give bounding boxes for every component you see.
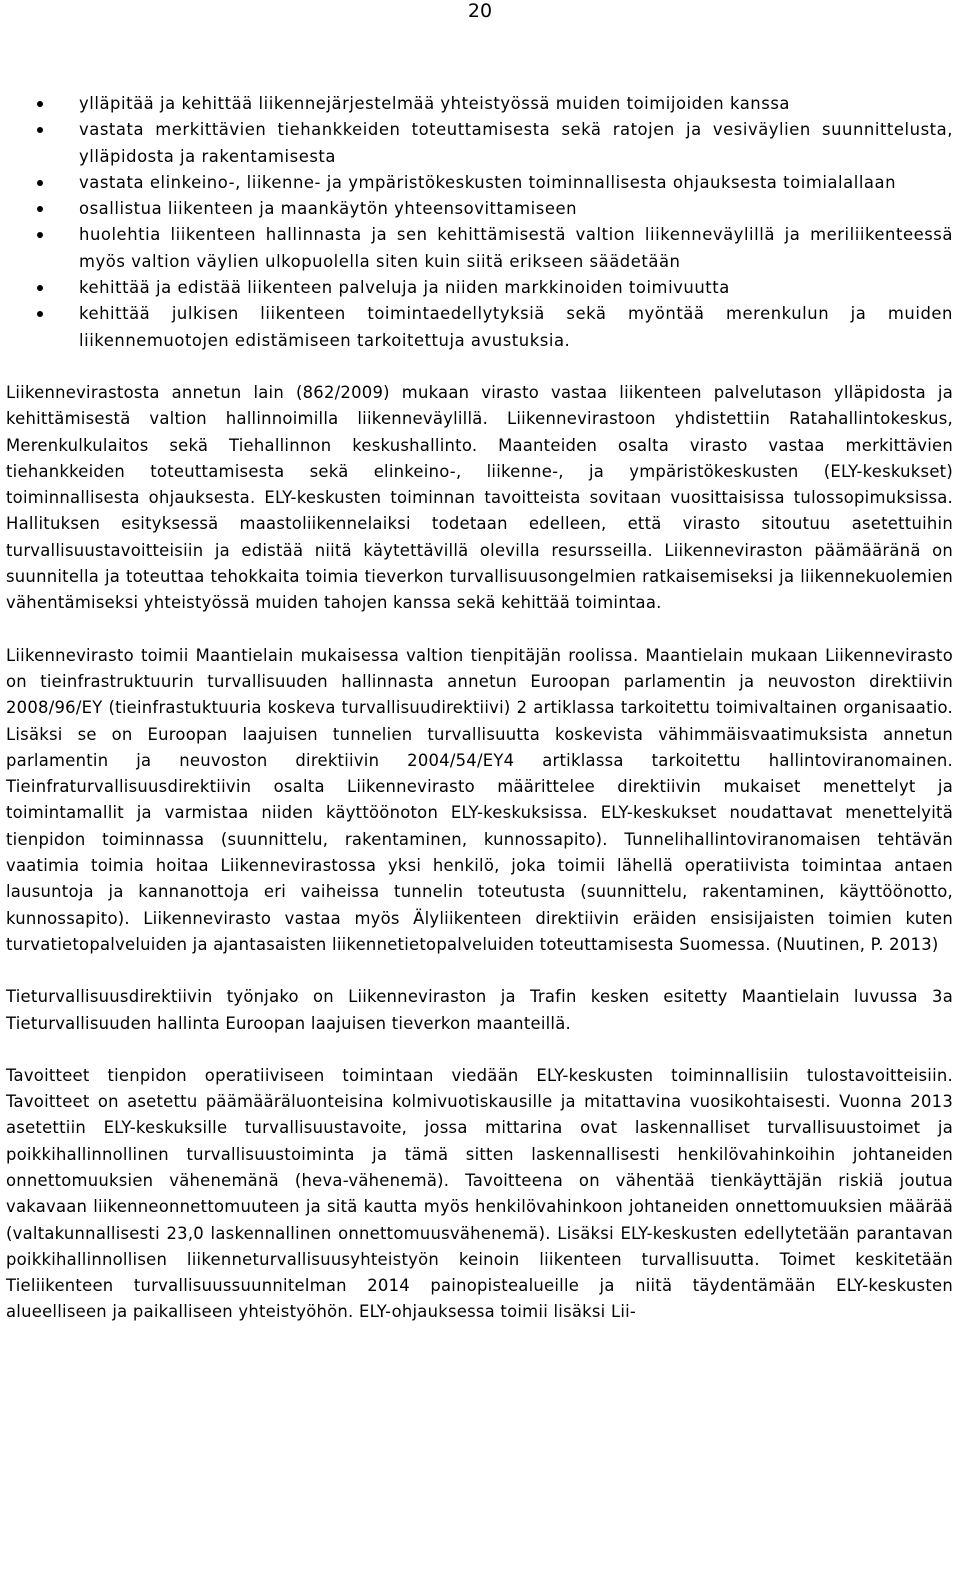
list-item: vastata elinkeino-, liikenne- ja ympäristökeskusten toiminnallisesta ohjauksesta toimialallaan xyxy=(6,170,953,196)
paragraph: Liikennevirasto toimii Maantielain mukaisessa valtion tienpitäjän roolissa. Maantielain mukaan Liikennevirasto on tieinfrastruktuurin turvallisuuden hallinnasta annetun Euroopan parlamentin ja neuvoston direktiivin 2008/96/EY (tieinfrastuktuuria koskeva turvallisuudirektiivi) 2 artiklassa tarkoitettu toimivaltainen organisaatio. Lisäksi se on Euroopan laajuisen tunnelien turvallisuutta koskevista vähimmäisvaatimuksista annetun parlamentin ja neuvoston direktiivin 2004/54/EY4 artiklassa tarkoitettu hallintoviranomainen. Tieinfraturvallisuusdirektiivin osalta Liikennevirasto määrittelee direktiivin mukaiset menettelyt ja toimintamallit ja varmistaa niiden käyttöönoton ELY-keskuksissa. ELY-keskukset noudattavat menettelyitä tienpidon toiminnassa (suunnittelu, rakentaminen, kunnossapito). Tunnelihallintoviranomaisen tehtävän vaatimia toimia hoitaa Liikennevirastossa yksi henkilö, joka toimii lähellä operatiivista toimintaa antaen lausuntoja ja kannanottoja eri vaiheissa tunnelin toteutusta (suunnittelu, rakentaminen, käyttöönotto, kunnossapito). Liikennevirasto vastaa myös Älyliikenteen direktiivin eräiden ensisijaisten toimien kuten turvatietopalveluiden ja ajantasaisten liikennetietopalveluiden toteuttamisesta Suomessa. (Nuutinen, P. 2013) xyxy=(6,645,953,954)
paragraph: Tieturvallisuusdirektiivin työnjako on Liikenneviraston ja Trafin kesken esitetty Maantielain luvussa 3a Tieturvallisuuden hallinta Euroopan laajuisen tieverkon maanteillä. xyxy=(6,987,953,1033)
list-item: vastata merkittävien tiehankkeiden toteuttamisesta sekä ratojen ja vesiväylien suunnittelusta, ylläpidosta ja rakentamisesta xyxy=(6,117,953,170)
list-item: osallistua liikenteen ja maankäytön yhteensovittamiseen xyxy=(6,196,953,222)
list-item: ylläpitää ja kehittää liikennejärjestelmää yhteistyössä muiden toimijoiden kanssa xyxy=(6,91,953,117)
list-item: kehittää ja edistää liikenteen palveluja ja niiden markkinoiden toimivuutta xyxy=(6,275,953,301)
paragraph: Liikennevirastosta annetun lain (862/2009) mukaan virasto vastaa liikenteen palvelutason ylläpidosta ja kehittämisestä valtion hallinnoimilla liikenneväylillä. Liikennevirastoon yhdistettiin Ratahallintokeskus, Merenkulkulaitos sekä Tiehallinnon keskushallinto. Maanteiden osalta virasto vastaa merkittävien tiehankkeiden toteuttamisesta sekä elinkeino-, liikenne-, ja ympäristökeskusten (ELY-keskukset) toiminnallisesta ohjauksesta. ELY-keskusten toiminnan tavoitteista sovitaan vuosittaisissa tulossopimuksissa. Hallituksen esityksessä maastoliikennelaiksi todetaan edelleen, että virasto sitoutuu asetettuihin turvallisuustavoitteisiin ja edistää niitä käytettävillä olevilla resursseilla. Liikenneviraston päämääränä on suunnitella ja toteuttaa tehokkaita toimia tieverkon turvallisuusongelmien ratkaisemiseksi ja liikennekuolemien vähentämiseksi yhteistyössä muiden tahojen kanssa sekä kehittää toimintaa. xyxy=(6,382,953,613)
page-number: 20 xyxy=(467,0,493,22)
document-body xyxy=(6,91,953,1326)
list-item: huolehtia liikenteen hallinnasta ja sen kehittämisestä valtion liikenneväylillä ja meriliikenteessä myös valtion väylien ulkopuolella siten kuin siitä erikseen säädetään xyxy=(6,222,953,275)
list-item: kehittää julkisen liikenteen toimintaedellytyksiä sekä myöntää merenkulun ja muiden liikennemuotojen edistämiseen tarkoitettuja avustuksia. xyxy=(6,301,953,354)
responsibility-list xyxy=(6,91,953,354)
paragraph: Tavoitteet tienpidon operatiiviseen toimintaan viedään ELY-keskusten toiminnallisiin tulostavoitteisiin. Tavoitteet on asetettu päämääräluonteisina kolmivuotiskausille ja mitattavina vuosikohtaisesti. Vuonna 2013 asetettiin ELY-keskuksille turvallisuustavoite, jossa mittarina ovat laskennalliset turvallisuustoimet ja poikkihallinnollinen turvallisuustoiminta ja tämä sitten laskennallisesti henkilövahinkoihin johtaneiden onnettomuuksien vähenemänä (heva-vähenemä). Tavoitteena on vähentää tienkäyttäjän riskiä joutua vakavaan liikenneonnettomuuteen ja sitä kautta myös henkilövahinkoon johtaneiden onnettomuuksien määrää (valtakunnallisesti 23,0 laskennallinen onnettomuusvähenemä). Lisäksi ELY-keskusten edellytetään parantavan poikkihallinnollisen liikenneturvallisuusyhteistyön keinoin liikenteen turvallisuutta. Toimet keskitetään Tieliikenteen turvallisuussuunnitelman 2014 painopistealueille ja niitä täydentämään ELY-keskusten alueelliseen ja paikalliseen yhteistyöhön. ELY-ohjauksessa toimii lisäksi Lii- xyxy=(6,1065,953,1322)
